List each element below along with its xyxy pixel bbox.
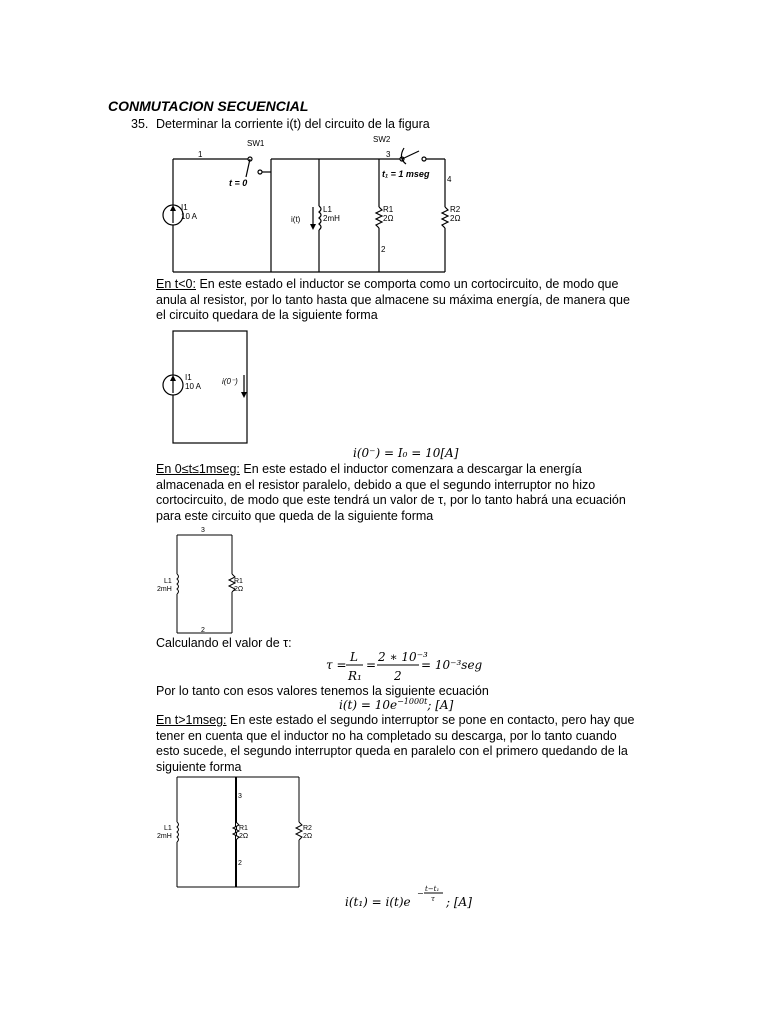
- source-name-2: I1: [185, 373, 192, 382]
- section2-line2: almacenada en el resistor paralelo, debido a que el segundo interruptor no hizo: [156, 477, 596, 492]
- inductor-name: L1: [323, 205, 332, 214]
- section2-line4: para este circuito que queda de la siguiente forma: [156, 508, 434, 523]
- equation-intro: Por lo tanto con esos valores tenemos la siguiente ecuación: [156, 684, 489, 698]
- node-3-label: 3: [386, 150, 391, 159]
- current-label-2: i(0⁻): [222, 377, 238, 386]
- eq3-exp-den: τ: [431, 895, 435, 903]
- section3-line4: siguiente forma: [156, 759, 242, 774]
- equation-discharge: [339, 697, 453, 712]
- source-name: I1: [181, 203, 188, 212]
- eq3-base: i(t₁) = i(t)e: [345, 895, 411, 909]
- circuit-diagram-rl: [177, 535, 235, 633]
- r1-name-2: R1: [234, 578, 243, 585]
- equation-initial-current: i(0⁻) = I₀ = 10[A]: [353, 446, 459, 460]
- inductor-value: 2mH: [323, 214, 340, 223]
- r1-value-2: 2Ω: [234, 586, 244, 593]
- tau-frac2-den: 2: [394, 669, 402, 683]
- tau-lhs: τ =: [326, 658, 347, 672]
- section2-line1: En este estado el inductor comenzara a descargar la energía: [239, 462, 582, 476]
- node-3-label-3: 3: [238, 793, 242, 800]
- circuit-diagram-t-negative: [163, 331, 247, 443]
- inductor-value-2: 2mH: [157, 586, 172, 593]
- section3-paragraph: [156, 713, 634, 775]
- r2-value-3: 2Ω: [303, 833, 313, 840]
- inductor-name-2: L1: [164, 578, 172, 585]
- problem-statement: Determinar la corriente i(t) del circuito de la figura: [156, 117, 430, 131]
- node-4-label: 4: [447, 175, 452, 184]
- tau-frac2-num: 2 ∗ 10⁻³: [378, 650, 428, 664]
- r2-name: R2: [450, 205, 461, 214]
- r2-value: 2Ω: [450, 214, 461, 223]
- section1-line3: el circuito quedara de la siguiente forma: [156, 308, 378, 323]
- section2-line3: cortocircuito, de modo que este tendrá un valor de τ, por lo tanto habrá una ecuación: [156, 493, 626, 508]
- section2-heading: En 0≤t≤1mseg:: [156, 462, 240, 476]
- tau-eq: =: [366, 658, 377, 672]
- section3-line3: esto sucede, el segundo interruptor queda en paralelo con el primero quedando de la: [156, 744, 628, 759]
- tau-intro: Calculando el valor de τ:: [156, 636, 292, 650]
- eq2-unit: ; [A]: [427, 698, 454, 712]
- eq3-exp-minus: −: [417, 889, 424, 898]
- node-1-label: 1: [198, 150, 203, 159]
- eq3-unit: ; [A]: [446, 895, 472, 909]
- r1-name: R1: [383, 205, 394, 214]
- tau-rhs: = 10⁻³seg: [421, 658, 483, 672]
- page-title: CONMUTACION SECUENCIAL: [108, 98, 309, 114]
- section3-heading: En t>1mseg:: [156, 713, 227, 727]
- section1-paragraph: [156, 277, 630, 324]
- node-2-label-3: 2: [238, 860, 242, 867]
- sw2-label: SW2: [373, 135, 391, 144]
- section1-line1: En este estado el inductor se comporta como un cortocircuito, de modo que: [195, 277, 619, 291]
- r1-value-3: 2Ω: [239, 833, 249, 840]
- tau-frac1-num: L: [350, 650, 358, 664]
- source-value: 10 A: [181, 212, 198, 221]
- node-2-label-2: 2: [201, 627, 205, 634]
- r1-name-3: R1: [239, 825, 248, 832]
- node-2-label: 2: [381, 245, 386, 254]
- section3-line1: En este estado el segundo interruptor se pone en contacto, pero hay que: [226, 713, 635, 727]
- r2-name-3: R2: [303, 825, 312, 832]
- source-value-2: 10 A: [185, 382, 202, 391]
- inductor-value-3: 2mH: [157, 833, 172, 840]
- inductor-name-3: L1: [164, 825, 172, 832]
- section3-line2: tener en cuenta que el inductor no ha completado su descarga, por lo tanto cuando: [156, 728, 617, 743]
- r1-value: 2Ω: [383, 214, 394, 223]
- tau-frac1-den: R₁: [348, 669, 362, 683]
- sw2-time-label: t₁ = 1 mseg: [382, 169, 430, 179]
- node-3-label-2: 3: [201, 527, 205, 534]
- eq2-exponent: −1000t: [397, 697, 428, 706]
- section2-paragraph: [156, 462, 626, 524]
- sw1-label: SW1: [247, 139, 265, 148]
- sw1-time-label: t = 0: [229, 178, 248, 188]
- eq2-base: i(t) = 10e: [339, 698, 398, 712]
- current-label: i(t): [291, 215, 301, 224]
- section1-line2: anula al resistor, por lo tanto hasta que almacene su máxima energía, de manera que: [156, 292, 630, 307]
- eq3-exp-num: t−t₁: [425, 885, 440, 893]
- section1-heading: En t<0:: [156, 277, 196, 291]
- problem-number: 35.: [131, 117, 149, 131]
